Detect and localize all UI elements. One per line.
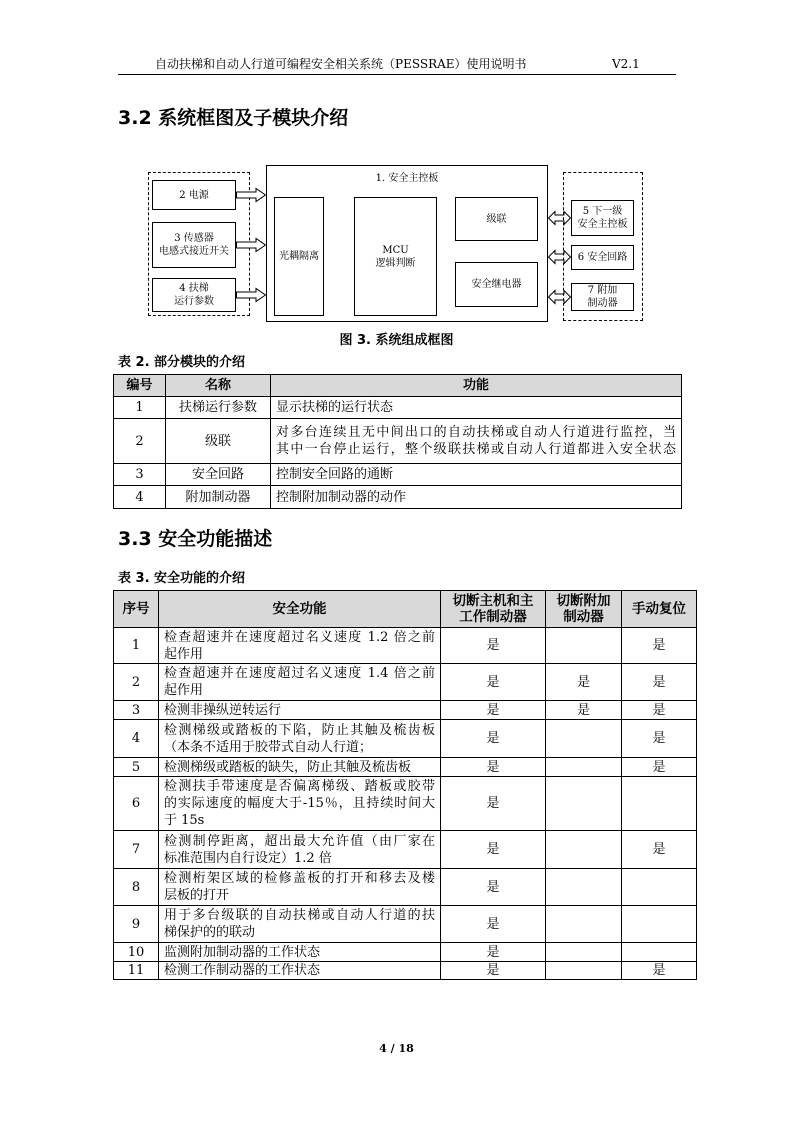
escalator-params-sublabel: 运行参数 <box>174 296 214 307</box>
sensor-block-sublabel: 电感式接近开关 <box>159 246 229 257</box>
safety-function: 检查超速并在速度超过名义速度 1.4 倍之前 起作用 <box>159 664 441 701</box>
section-heading-3-2: 3.2 系统框图及子模块介绍 <box>118 107 349 129</box>
module-function-line: 控制安全回路的通断 <box>276 467 394 482</box>
mcu-sublabel: 逻辑判断 <box>375 257 416 269</box>
module-number: 1 <box>114 397 166 419</box>
cut-aux-brake-value <box>546 720 622 758</box>
module-name: 级联 <box>166 419 271 464</box>
manual-reset-value: 是 <box>622 962 697 980</box>
serial-number: 8 <box>114 869 159 906</box>
next-board-sublabel: 安全主控板 <box>577 219 628 230</box>
serial-number: 4 <box>114 720 159 758</box>
module-function <box>271 464 682 486</box>
module-function <box>271 486 682 509</box>
cut-aux-brake-value <box>546 628 622 664</box>
mcu-block <box>354 197 437 316</box>
cut-main-brake-value: 是 <box>441 943 546 962</box>
table-row <box>114 943 697 962</box>
column-header-number: 编号 <box>114 375 166 397</box>
sensor-block <box>152 222 236 268</box>
table-row <box>114 419 682 464</box>
column-header-name: 名称 <box>166 375 271 397</box>
safety-function: 检测工作制动器的工作状态 <box>159 962 441 980</box>
escalator-params-label: 4 扶梯 <box>179 283 209 294</box>
next-board-block <box>571 200 634 236</box>
table-row <box>114 464 682 486</box>
manual-reset-value <box>622 777 697 831</box>
safety-function: 监测附加制动器的工作状态 <box>159 943 441 962</box>
cut-main-brake-value: 是 <box>441 664 546 701</box>
cut-main-brake-value: 是 <box>441 869 546 906</box>
column-header-cut-aux-brake: 切断附加 制动器 <box>546 591 622 628</box>
cut-aux-brake-value <box>546 777 622 831</box>
column-header-serial: 序号 <box>114 591 159 628</box>
safety-function-table <box>113 590 697 980</box>
cut-aux-brake-value <box>546 758 622 777</box>
manual-reset-value: 是 <box>622 831 697 869</box>
module-name: 安全回路 <box>166 464 271 486</box>
safety-function: 检测扶手带速度是否偏离梯级、踏板或胶带 的实际速度的幅度大于-15％，且持续时间大 于 15s <box>159 777 441 831</box>
manual-reset-value: 是 <box>622 720 697 758</box>
cascade-label: 级联 <box>486 213 507 225</box>
serial-number: 10 <box>114 943 159 962</box>
table-row <box>114 962 697 980</box>
module-number: 4 <box>114 486 166 509</box>
safety-function: 检测制停距离，超出最大允许值（由厂家在 标准范围内自行设定）1.2 倍 <box>159 831 441 869</box>
optocoupler-label: 光耦隔离 <box>279 251 319 262</box>
table-row <box>114 869 697 906</box>
input-arrow-icon <box>236 238 266 252</box>
power-block-label: 2 电源 <box>179 189 209 201</box>
column-header-safety-function: 安全功能 <box>159 591 441 628</box>
safety-main-board-label: 1. 安全主控板 <box>375 173 439 184</box>
figure-caption: 图 3. 系统组成框图 <box>339 333 454 348</box>
cut-aux-brake-value: 是 <box>546 701 622 720</box>
safety-function: 检测非操纵逆转运行 <box>159 701 441 720</box>
safety-relay-label: 安全继电器 <box>471 279 522 290</box>
manual-reset-value <box>622 943 697 962</box>
manual-reset-value: 是 <box>622 664 697 701</box>
module-name: 扶梯运行参数 <box>166 397 271 419</box>
table-row <box>114 701 697 720</box>
table-row <box>114 486 682 509</box>
module-function <box>271 397 682 419</box>
table-row <box>114 906 697 943</box>
safety-function: 用于多台级联的自动扶梯或自动人行道的扶 梯保护的的联动 <box>159 906 441 943</box>
serial-number: 3 <box>114 701 159 720</box>
module-table <box>113 374 682 509</box>
cut-aux-brake-value <box>546 831 622 869</box>
serial-number: 5 <box>114 758 159 777</box>
table-row <box>114 720 697 758</box>
optocoupler-block <box>274 197 324 316</box>
module-function-line: 对多台连续且无中间出口的自动扶梯或自动人行道进行监控，当 <box>276 425 676 440</box>
cut-main-brake-value: 是 <box>441 906 546 943</box>
page-number: 4 / 18 <box>379 1042 414 1055</box>
manual-reset-value: 是 <box>622 758 697 777</box>
input-arrow-icon <box>236 288 266 302</box>
document-title: 自动扶梯和自动人行道可编程安全相关系统（PESSRAE）使用说明书 <box>155 57 527 71</box>
section-heading-3-3: 3.3 安全功能描述 <box>118 528 273 550</box>
table-row <box>114 758 697 777</box>
manual-reset-value <box>622 869 697 906</box>
safety-circuit-label: 6 安全回路 <box>577 252 628 263</box>
column-header-manual-reset: 手动复位 <box>622 591 697 628</box>
serial-number: 2 <box>114 664 159 701</box>
module-function-line: 显示扶梯的运行状态 <box>276 400 394 415</box>
cut-aux-brake-value <box>546 906 622 943</box>
module-name: 附加制动器 <box>166 486 271 509</box>
manual-reset-value: 是 <box>622 701 697 720</box>
table2-caption: 表 2. 部分模块的介绍 <box>118 355 246 370</box>
serial-number: 9 <box>114 906 159 943</box>
input-arrow-icon <box>236 188 266 202</box>
manual-reset-value: 是 <box>622 628 697 664</box>
serial-number: 7 <box>114 831 159 869</box>
next-board-label: 5 下一级 <box>582 206 623 217</box>
cascade-block <box>455 197 538 241</box>
cut-main-brake-value: 是 <box>441 720 546 758</box>
aux-brake-label: 7 附加 <box>587 285 618 296</box>
safety-function: 检测桁架区域的检修盖板的打开和移去及楼 层板的打开 <box>159 869 441 906</box>
serial-number: 6 <box>114 777 159 831</box>
table-row <box>114 831 697 869</box>
module-function-line: 其中一台停止运行，整个级联扶梯或自动人行道都进入安全状态 <box>276 442 676 457</box>
table-row <box>114 397 682 419</box>
column-header-cut-main-brake: 切断主机和主 工作制动器 <box>441 591 546 628</box>
manual-reset-value <box>622 906 697 943</box>
header-divider <box>118 74 676 75</box>
aux-brake-sublabel: 制动器 <box>587 298 618 309</box>
power-block <box>152 180 236 210</box>
cut-main-brake-value: 是 <box>441 962 546 980</box>
cut-aux-brake-value: 是 <box>546 664 622 701</box>
column-header-function: 功能 <box>271 375 682 397</box>
table3-caption: 表 3. 安全功能的介绍 <box>118 571 246 586</box>
cut-main-brake-value: 是 <box>441 777 546 831</box>
serial-number: 1 <box>114 628 159 664</box>
cut-main-brake-value: 是 <box>441 628 546 664</box>
cut-aux-brake-value <box>546 869 622 906</box>
cut-aux-brake-value <box>546 962 622 980</box>
module-function <box>271 419 682 464</box>
cut-aux-brake-value <box>546 943 622 962</box>
escalator-params-block <box>152 278 236 312</box>
module-function-line: 控制附加制动器的动作 <box>276 489 407 505</box>
safety-function: 检测梯级或踏板的下陷，防止其触及梳齿板 （本条不适用于胶带式自动人行道； <box>159 720 441 758</box>
mcu-label: MCU <box>382 244 409 256</box>
cut-main-brake-value: 是 <box>441 831 546 869</box>
aux-brake-block <box>571 283 634 311</box>
table-row <box>114 664 697 701</box>
safety-function: 检查超速并在速度超过名义速度 1.2 倍之前 起作用 <box>159 628 441 664</box>
table-row <box>114 777 697 831</box>
module-number: 3 <box>114 464 166 486</box>
cut-main-brake-value: 是 <box>441 701 546 720</box>
sensor-block-label: 3 传感器 <box>174 233 214 244</box>
safety-function: 检测梯级或踏板的缺失，防止其触及梳齿板 <box>159 758 441 777</box>
cut-main-brake-value: 是 <box>441 758 546 777</box>
safety-relay-block <box>455 262 538 307</box>
table-row <box>114 628 697 664</box>
safety-circuit-block <box>571 245 634 270</box>
serial-number: 11 <box>114 962 159 980</box>
module-number: 2 <box>114 419 166 464</box>
document-version: V2.1 <box>612 57 640 71</box>
